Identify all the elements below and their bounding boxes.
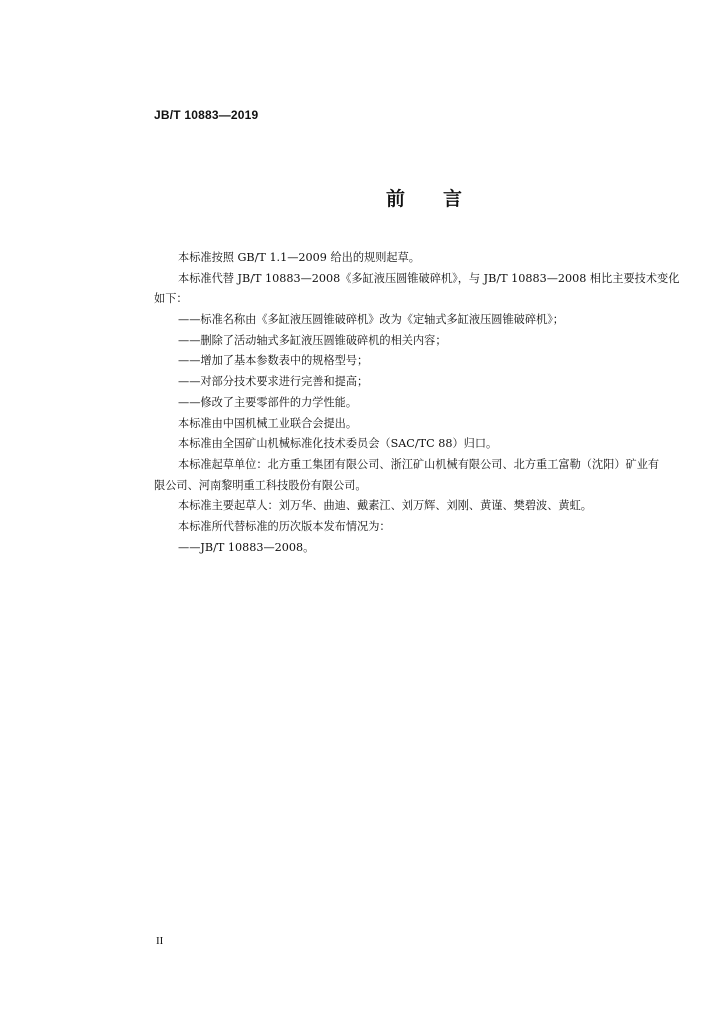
change-item: ——对部分技术要求进行完善和提高； xyxy=(178,375,369,389)
change-item: ——增加了基本参数表中的规格型号； xyxy=(178,354,369,368)
page-title xyxy=(386,184,462,211)
standard-code: JB/T 10883—2019 xyxy=(154,108,259,122)
title-char-1: 前 xyxy=(386,188,406,210)
paragraph-drafting-rules: 本标准按照 GB/T 1.1—2009 给出的规则起草。 xyxy=(178,251,420,264)
paragraph-drafters: 本标准主要起草人：刘万华、曲迪、戴素江、刘万辉、刘刚、黄谨、樊碧波、黄虹。 xyxy=(178,499,592,513)
paragraph-replaces: 本标准代替 JB/T 10883—2008《多缸液压圆锥破碎机》，与 JB/T 10883—2008 相比主要技术变化 xyxy=(178,271,680,285)
history-item: ——JB/T 10883—2008。 xyxy=(178,540,315,554)
paragraph-replaces-continued: 如下： xyxy=(154,292,188,306)
change-item: ——删除了活动轴式多缸液压圆锥破碎机的相关内容； xyxy=(178,333,447,347)
change-item: ——标准名称由《多缸液压圆锥破碎机》改为《定轴式多缸液压圆锥破碎机》； xyxy=(178,313,564,327)
change-item: ——修改了主要零部件的力学性能。 xyxy=(178,395,358,409)
paragraph-history: 本标准所代替标准的历次版本发布情况为： xyxy=(178,519,391,533)
paragraph-under-jurisdiction: 本标准由全国矿山机械标准化技术委员会（SAC/TC 88）归口。 xyxy=(178,437,498,451)
title-char-2: 言 xyxy=(443,188,463,210)
page-number: II xyxy=(156,935,164,947)
paragraph-drafting-units-continued: 限公司、河南黎明重工科技股份有限公司。 xyxy=(154,478,367,492)
foreword-body xyxy=(154,248,724,558)
paragraph-proposed-by: 本标准由中国机械工业联合会提出。 xyxy=(178,416,358,430)
paragraph-drafting-units: 本标准起草单位：北方重工集团有限公司、浙江矿山机械有限公司、北方重工富勒（沈阳）矿业有 xyxy=(178,457,660,471)
